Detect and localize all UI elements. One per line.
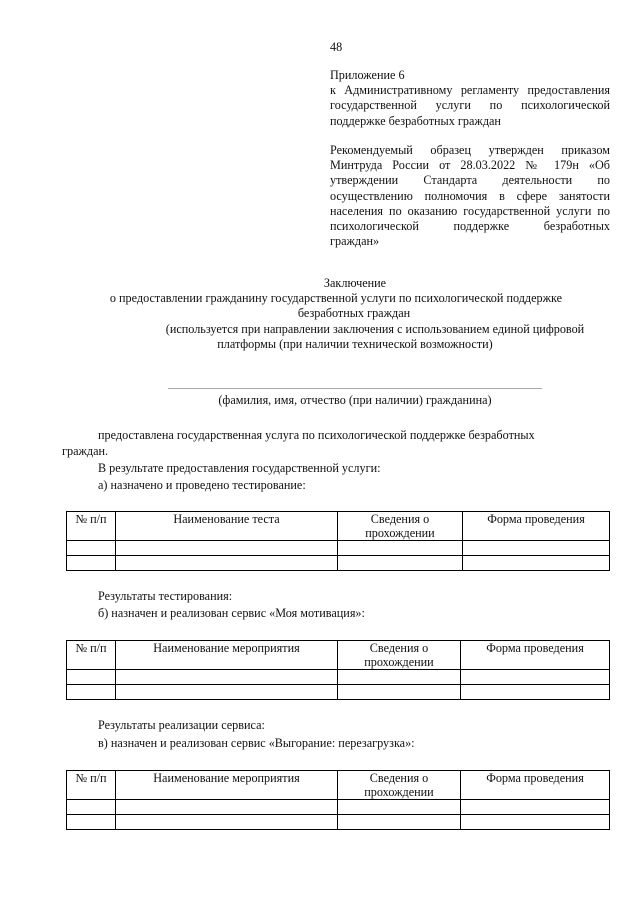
section-c-results: Результаты реализации сервиса:	[98, 718, 265, 732]
table-cell	[463, 556, 610, 571]
table-cell	[461, 685, 610, 700]
title-line: безработных граждан	[297, 306, 411, 321]
table-header-row	[67, 512, 610, 541]
column-header: № п/п	[67, 641, 116, 670]
table-cell	[67, 685, 116, 700]
table-cell	[116, 800, 338, 815]
table-row	[67, 815, 610, 830]
column-header: Наименование мероприятия	[116, 771, 338, 800]
recommended-line: психологической поддержке безработных	[330, 219, 610, 234]
recommended-line: утверждении Стандарта деятельности по	[330, 173, 610, 188]
appendix-line: к Административному регламенту предоставления	[330, 83, 610, 98]
appendix-block	[330, 68, 610, 129]
recommended-line: граждан»	[330, 234, 380, 249]
column-header: Форма проведения	[463, 512, 610, 541]
title-line: платформы (при наличии технической возможности)	[217, 336, 493, 351]
title-heading: Заключение	[323, 276, 387, 290]
column-header: Сведения о прохождении	[338, 771, 461, 800]
appendix-line: поддержке безработных граждан	[330, 113, 501, 128]
table-cell	[116, 670, 338, 685]
table-row	[67, 556, 610, 571]
table-cell	[338, 556, 463, 571]
table-cell	[67, 541, 116, 556]
document-title	[40, 276, 640, 352]
table-row	[67, 685, 610, 700]
section-b-label: б) назначен и реализован сервис «Моя мотивация»:	[98, 606, 365, 620]
fio-caption: (фамилия, имя, отчество (при наличии) гражданина)	[218, 393, 492, 407]
column-header: № п/п	[67, 771, 116, 800]
table-header-row	[67, 641, 610, 670]
recommended-line: осуществлению полномочия в сфере занятости	[330, 188, 610, 203]
table-cell	[338, 670, 461, 685]
table-row	[67, 541, 610, 556]
column-header: № п/п	[67, 512, 116, 541]
table-testing	[66, 511, 610, 571]
title-line: о предоставлении гражданину государственной услуги по психологической поддержке	[109, 291, 563, 306]
column-header: Наименование теста	[116, 512, 338, 541]
body-paragraph: предоставлена государственная услуга по психологической поддержке безработных	[98, 428, 535, 442]
table-cell	[338, 800, 461, 815]
table-row	[67, 670, 610, 685]
table-header-row	[67, 771, 610, 800]
table-cell	[463, 541, 610, 556]
section-a-label: а) назначено и проведено тестирование:	[98, 478, 306, 492]
table-cell	[67, 815, 116, 830]
table-cell	[67, 800, 116, 815]
recommended-line: Минтруда России от 28.03.2022 № 179н «Об	[330, 158, 610, 173]
column-header: Форма проведения	[461, 641, 610, 670]
page-number: 48	[330, 40, 343, 54]
recommended-line: Рекомендуемый образец утвержден приказом	[330, 143, 610, 157]
title-line: (используется при направлении заключения с использованием единой цифровой	[165, 321, 585, 336]
recommended-block	[330, 143, 610, 249]
column-header: Сведения о прохождении	[338, 641, 461, 670]
column-header: Наименование мероприятия	[116, 641, 338, 670]
recommended-line: населения по оказанию государственной услуги по	[330, 203, 610, 218]
table-cell	[338, 815, 461, 830]
table-cell	[116, 556, 338, 571]
fio-line	[168, 388, 542, 389]
table-cell	[461, 815, 610, 830]
section-c-label: в) назначен и реализован сервис «Выгорание: перезагрузка»:	[98, 736, 415, 750]
table-row	[67, 800, 610, 815]
column-header: Форма проведения	[461, 771, 610, 800]
table-cell	[67, 556, 116, 571]
table-cell	[338, 685, 461, 700]
table-cell	[461, 670, 610, 685]
table-cell	[338, 541, 463, 556]
table-cell	[461, 800, 610, 815]
table-cell	[67, 670, 116, 685]
table-burnout	[66, 770, 610, 830]
column-header: Сведения о прохождении	[338, 512, 463, 541]
table-cell	[116, 541, 338, 556]
table-cell	[116, 685, 338, 700]
body-paragraph: В результате предоставления государственной услуги:	[98, 461, 381, 475]
section-b-results: Результаты тестирования:	[98, 589, 233, 603]
appendix-title: Приложение 6	[330, 68, 405, 82]
table-motivation	[66, 640, 610, 700]
table-cell	[116, 815, 338, 830]
body-paragraph-cont: граждан.	[62, 444, 109, 458]
appendix-line: государственной услуги по психологической	[330, 98, 610, 113]
